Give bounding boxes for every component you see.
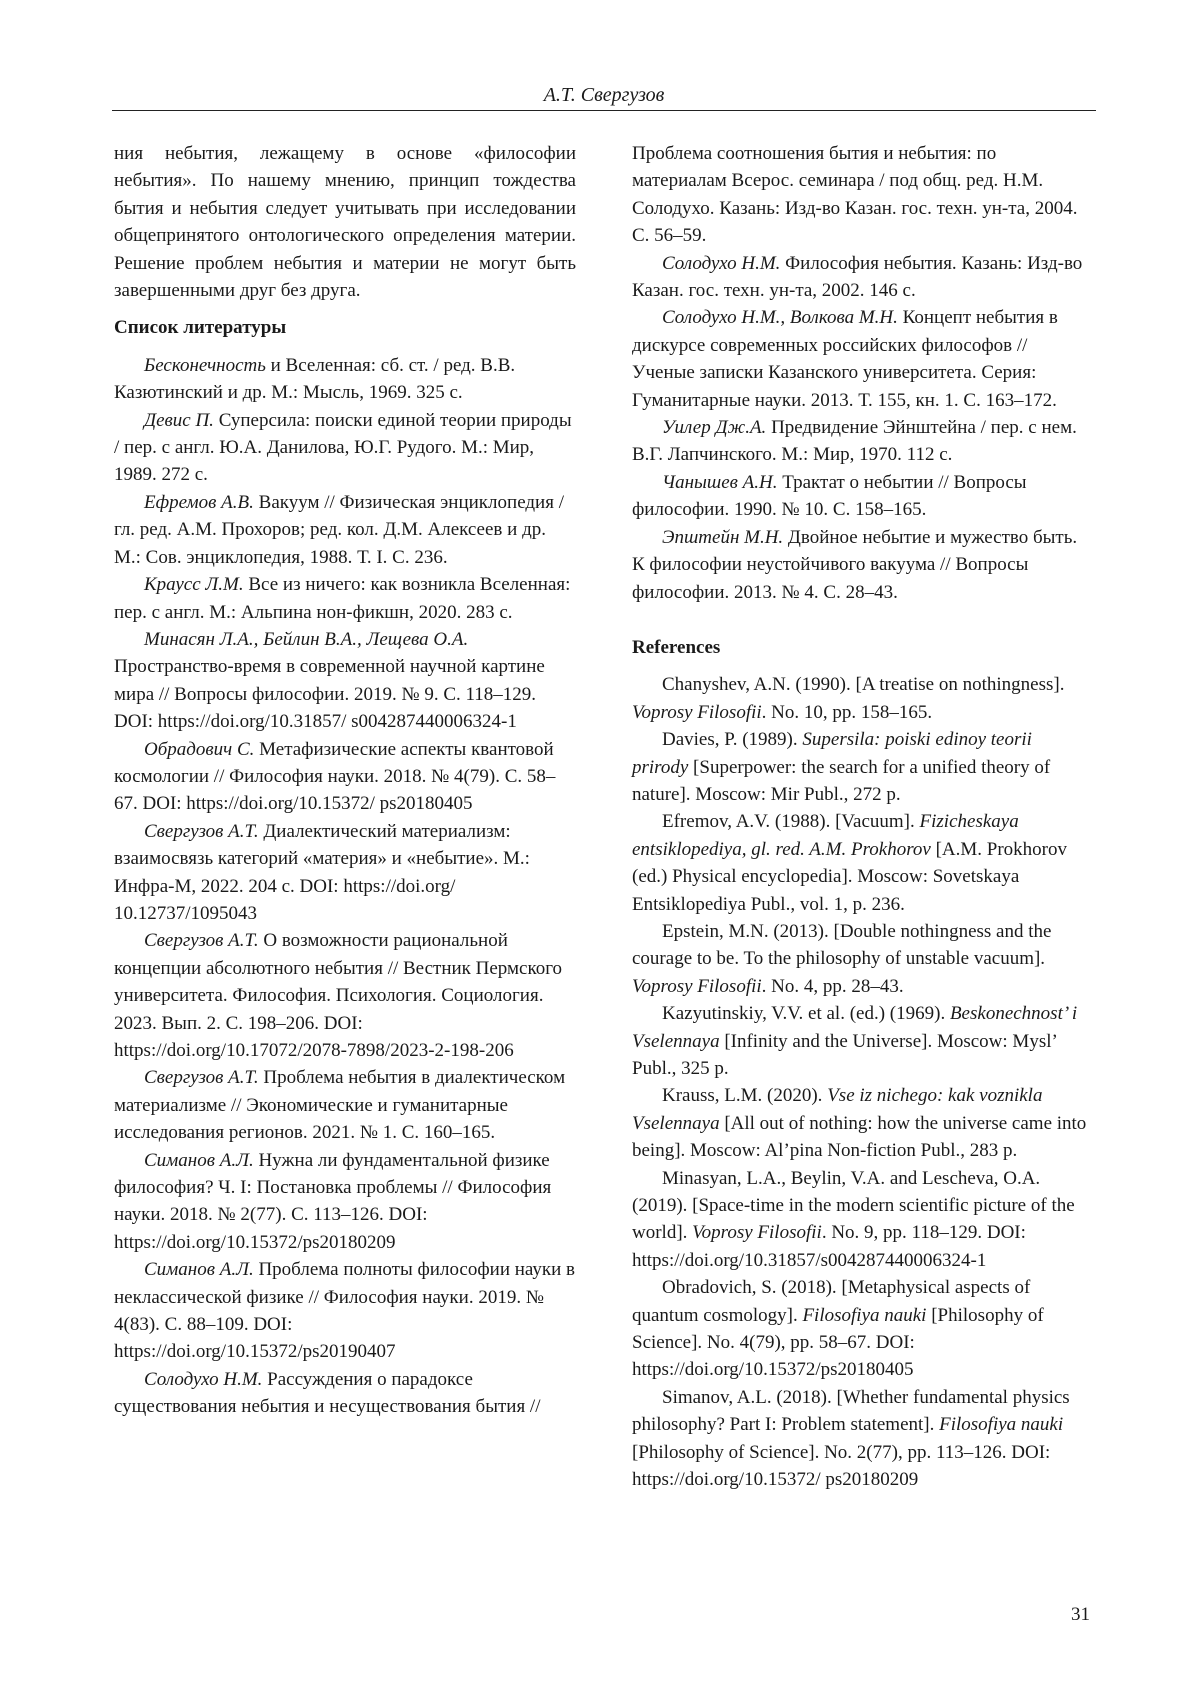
reference-author: Свергузов А.Т. [144, 1067, 259, 1088]
reference-author: Солодухо Н.М., Волкова М.Н. [662, 307, 898, 328]
reference-source: Fizicheskaya entsiklopediya, gl. red. A.M. Prokhorov [632, 811, 1019, 859]
header-rule [112, 110, 1096, 111]
reference-item [114, 736, 576, 818]
reference-text: . No. 9, pp. 118–129. DOI: https://doi.org/10.31857/s004287440006324-1 [632, 1222, 1026, 1270]
reference-author: Свергузов А.Т. [144, 930, 259, 951]
reference-item [114, 626, 576, 736]
reference-source: Vse iz nichego: kak voznikla Vselennaya [632, 1085, 1042, 1133]
reference-item [632, 250, 1090, 305]
reference-author: Симанов А.Л. [144, 1150, 254, 1171]
reference-text: О возможности рациональной концепции абсолютного небытия // Вестник Пермского университета. Философия. Психология. Социология. 2023. Вып. 2. С. 198–206. DOI: https://doi.org/10.17072/2078-7898/2023-2-198-206 [114, 930, 562, 1061]
reference-source: Filosofiya nauki [802, 1305, 926, 1326]
right-column [632, 140, 1090, 1494]
reference-item [114, 818, 576, 928]
reference-text: Нужна ли фундаментальной физике философия? Ч. I: Постановка проблемы // Философия науки. 2018. № 2(77). С. 113–126. DOI: https://doi.org/10.15372/ps20180209 [114, 1150, 551, 1253]
reference-item [632, 1274, 1090, 1384]
reference-author: Солодухо Н.М. [662, 253, 780, 274]
reference-source: Beskonechnost’ i Vselennaya [632, 1003, 1077, 1051]
reference-item [632, 414, 1090, 469]
reference-text: Chanyshev, A.N. (1990). [A treatise on nothingness]. [662, 674, 1064, 695]
reference-text: Epstein, M.N. (2013). [Double nothingness and the courage to be. To the philosophy of unstable vacuum]. [632, 921, 1051, 969]
reference-item [114, 1064, 576, 1146]
reference-item [632, 304, 1090, 414]
reference-author: Симанов А.Л. [144, 1259, 254, 1280]
reference-text: Рассуждения о парадоксе существования небытия и несуществования бытия // [114, 1369, 541, 1417]
reference-text: Simanov, A.L. (2018). [Whether fundamental physics philosophy? Part I: Problem statement]. [632, 1387, 1070, 1435]
reference-text: Предвидение Эйнштейна / пер. с нем. В.Г. Лапчинского. М.: Мир, 1970. 112 с. [632, 417, 1077, 465]
reference-item [632, 469, 1090, 524]
reference-item [114, 1147, 576, 1257]
reference-text: и Вселенная: сб. ст. / ред. В.В. Казютинский и др. М.: Мысль, 1969. 325 с. [114, 355, 515, 403]
reference-text: Трактат о небытии // Вопросы философии. 1990. № 10. С. 158–165. [632, 472, 1027, 520]
reference-text: [Superpower: the search for a unified theory of nature]. Moscow: Mir Publ., 272 p. [632, 757, 1050, 805]
reference-item [114, 1256, 576, 1366]
left-column [114, 140, 576, 1421]
reference-author: Уилер Дж.А. [662, 417, 766, 438]
reference-author: Минасян Л.А., Бейлин В.А., Лещева О.А. [144, 629, 468, 650]
reference-author: Ефремов А.В. [144, 492, 254, 513]
reference-item [114, 1366, 576, 1421]
reference-item [114, 352, 576, 407]
reference-text: Minasyan, L.A., Beylin, V.A. and Lescheva, O.A. (2019). [Space-time in the modern scientific picture of the world]. [632, 1168, 1075, 1244]
reference-text: Все из ничего: как возникла Вселенная: пер. с англ. М.: Альпина нон-фикшн, 2020. 283 с. [114, 574, 570, 622]
reference-text: Вакуум // Физическая энциклопедия / гл. ред. А.М. Прохоров; ред. кол. Д.М. Алексеев и др. М.: Сов. энциклопедия, 1988. Т. I. С. 236. [114, 492, 564, 568]
reference-list-en [632, 671, 1090, 1493]
reference-text: Проблема полноты философии науки в неклассической физике // Философия науки. 2019. № 4(83). С. 88–109. DOI: https://doi.org/10.15372/ps20190407 [114, 1259, 575, 1362]
reference-text: Диалектический материализм: взаимосвязь категорий «материя» и «небытие». М.: Инфра-М, 2022. 204 с. DOI: https://doi.org/ 10.12737/1095043 [114, 821, 530, 924]
reference-continuation: Проблема соотношения бытия и небытия: по материалам Всерос. семинара / под общ. ред. Н.М. Солодухо. Казань: Изд-во Казан. гос. техн. ун-та, 2004. С. 56–59. [632, 140, 1090, 250]
reference-item [632, 524, 1090, 606]
reference-text: [Infinity and the Universe]. Moscow: Mysl’ Publ., 325 p. [632, 1031, 1056, 1079]
reference-text: . No. 4, pp. 28–43. [762, 976, 904, 997]
reference-author: Чанышев А.Н. [662, 472, 777, 493]
reference-source: Voprosy Filosofii [632, 976, 762, 997]
page-number: 31 [1071, 1604, 1090, 1626]
reference-text: Метафизические аспекты квантовой космологии // Философия науки. 2018. № 4(79). С. 58–67. DOI: https://doi.org/10.15372/ ps20180405 [114, 739, 555, 815]
reference-source: Voprosy Filosofii [692, 1222, 822, 1243]
reference-text: Проблема небытия в диалектическом материализме // Экономические и гуманитарные исследования регионов. 2021. № 1. С. 160–165. [114, 1067, 565, 1143]
reference-list-ru-continued [632, 250, 1090, 606]
reference-text: Философия небытия. Казань: Изд-во Казан. гос. техн. ун-та, 2002. 146 с. [632, 253, 1082, 301]
body-paragraph: ния небытия, лежащему в основе «философии небытия». По нашему мнению, принцип тождества бытия и небытия следует учитывать при исследовании общепринятого онтологического определения материи. Решение проблем небытия и материи не могут быть завершенными друг без друга. [114, 140, 576, 304]
reference-item [114, 407, 576, 489]
reference-author: Девис П. [144, 410, 214, 431]
section-heading-references: References [632, 634, 1090, 661]
reference-text: Двойное небытие и мужество быть. К философии неустойчивого вакуума // Вопросы философии. 2013. № 4. С. 28–43. [632, 527, 1077, 603]
reference-author: Эпштейн М.Н. [662, 527, 783, 548]
reference-item [632, 808, 1090, 918]
reference-text: Obradovich, S. (2018). [Metaphysical aspects of quantum cosmology]. [632, 1277, 1030, 1325]
reference-text: Пространство-время в современной научной картине мира // Вопросы философии. 2019. № 9. С. 118–129. DOI: https://doi.org/10.31857/ s004287440006324-1 [114, 656, 545, 732]
reference-author: Бесконечность [144, 355, 266, 376]
running-title: А.Т. Свергузов [112, 82, 1096, 108]
reference-text: . No. 10, pp. 158–165. [762, 702, 932, 723]
reference-item [632, 1082, 1090, 1164]
reference-item [114, 571, 576, 626]
reference-source: Voprosy Filosofii [632, 702, 762, 723]
reference-author: Солодухо Н.М. [144, 1369, 262, 1390]
reference-item [114, 927, 576, 1064]
reference-item [632, 726, 1090, 808]
reference-text: Efremov, A.V. (1988). [Vacuum]. [662, 811, 920, 832]
reference-item [632, 1384, 1090, 1494]
reference-source: Filosofiya nauki [939, 1414, 1063, 1435]
reference-author: Краусс Л.М. [144, 574, 244, 595]
reference-text: [Philosophy of Science]. No. 2(77), pp. 113–126. DOI: https://doi.org/10.15372/ ps20180209 [632, 1442, 1050, 1490]
reference-author: Обрадович С. [144, 739, 254, 760]
reference-item [114, 489, 576, 571]
section-heading-bibliography: Список литературы [114, 314, 576, 341]
reference-list-ru [114, 352, 576, 1421]
reference-text: Davies, P. (1989). [662, 729, 802, 750]
reference-text: Концепт небытия в дискурсе современных российских философов // Ученые записки Казанского университета. Серия: Гуманитарные науки. 2013. Т. 155, кн. 1. С. 163–172. [632, 307, 1058, 410]
reference-text: [A.M. Prokhorov (ed.) Physical encyclopedia]. Moscow: Sovetskaya Entsiklopediya Publ., vol. 1, p. 236. [632, 839, 1067, 915]
reference-source: Supersila: poiski edinoy teorii prirody [632, 729, 1032, 777]
reference-author: Свергузов А.Т. [144, 821, 259, 842]
reference-text: Kazyutinskiy, V.V. et al. (ed.) (1969). [662, 1003, 950, 1024]
reference-item [632, 918, 1090, 1000]
reference-text: Суперсила: поиски единой теории природы / пер. с англ. Ю.А. Данилова, Ю.Г. Рудого. М.: Мир, 1989. 272 с. [114, 410, 572, 486]
reference-item [632, 671, 1090, 726]
reference-item [632, 1165, 1090, 1275]
reference-text: [Philosophy of Science]. No. 4(79), pp. 58–67. DOI: https://doi.org/10.15372/ps20180405 [632, 1305, 1044, 1381]
reference-item [632, 1000, 1090, 1082]
reference-text: Krauss, L.M. (2020). [662, 1085, 827, 1106]
reference-text: [All out of nothing: how the universe came into being]. Moscow: Al’pina Non-fiction Publ., 283 p. [632, 1113, 1086, 1161]
